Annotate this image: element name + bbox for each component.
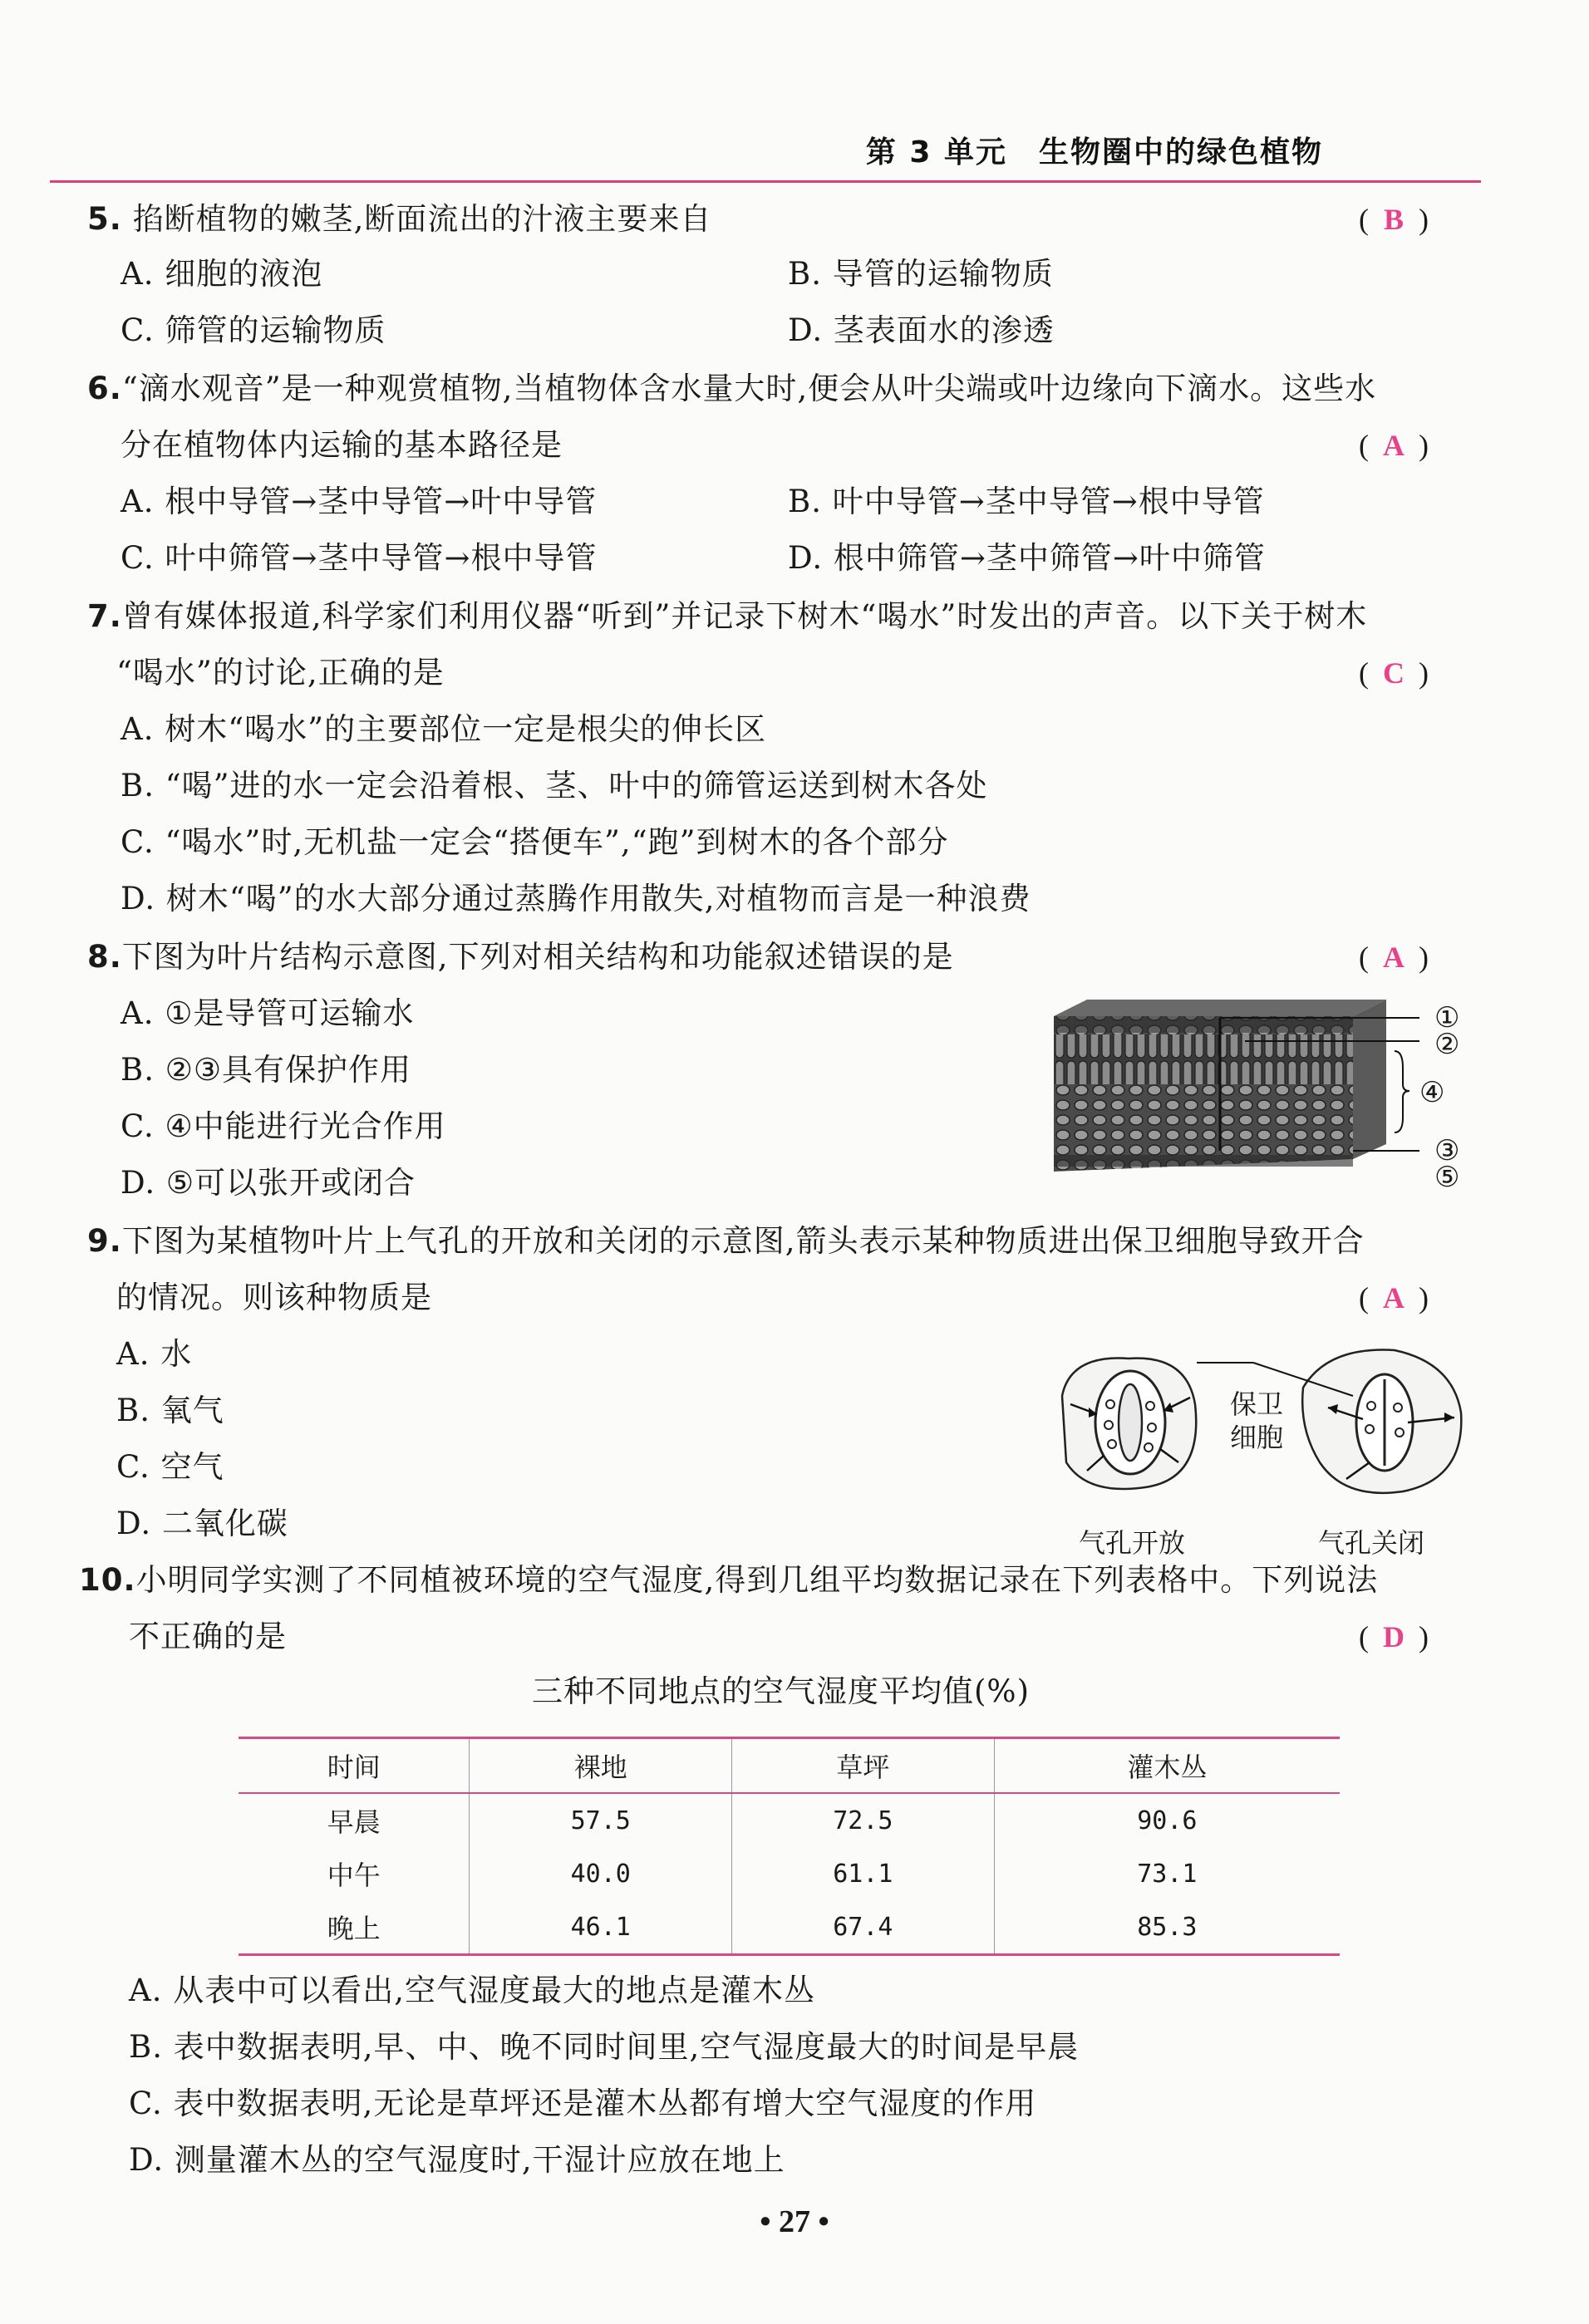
q6-option-b: B. 叶中导管→茎中导管→根中导管 bbox=[788, 484, 1265, 519]
q10-answer: ( D ) bbox=[1359, 1617, 1429, 1657]
q9-stem-line1: 9.下图为某植物叶片上气孔的开放和关闭的示意图,箭头表示某种物质进出保卫细胞导致开合 bbox=[87, 1223, 1365, 1259]
q8-stem: 8.下图为叶片结构示意图,下列对相关结构和功能叙述错误的是 bbox=[87, 939, 954, 975]
row-label: 晚上 bbox=[239, 1900, 470, 1955]
q7-stem-line2: “喝水”的讨论,正确的是 bbox=[116, 655, 445, 690]
page-header bbox=[50, 120, 1481, 183]
closed-stoma-drawing bbox=[1253, 1350, 1461, 1493]
q7-number: 7. bbox=[87, 598, 122, 634]
guard-cell-label-line1: 保卫 bbox=[1230, 1388, 1284, 1420]
q6-option-c: C. 叶中筛管→茎中导管→根中导管 bbox=[121, 540, 598, 576]
header-time: 时间 bbox=[239, 1738, 470, 1794]
row-label: 早晨 bbox=[327, 1806, 381, 1838]
q7-option-c: C. “喝水”时,无机盐一定会“搭便车”,“跑”到树木的各个部分 bbox=[121, 824, 949, 860]
header-rule bbox=[50, 180, 1481, 183]
humidity-table bbox=[239, 1737, 1340, 1956]
q7-answer: ( C ) bbox=[1359, 653, 1429, 693]
q8-option-d: D. ⑤可以张开或闭合 bbox=[121, 1165, 416, 1201]
q5-answer-letter: B bbox=[1383, 203, 1404, 236]
cell-value: 90.6 bbox=[994, 1793, 1340, 1847]
label-1: ① bbox=[1434, 1001, 1460, 1034]
q10-option-b: B. 表中数据表明,早、中、晚不同时间里,空气湿度最大的时间是早晨 bbox=[129, 2029, 1080, 2065]
q5-answer: ( B ) bbox=[1359, 199, 1429, 239]
label-4: ④ bbox=[1419, 1076, 1445, 1109]
table-row bbox=[239, 1847, 1340, 1900]
q10-option-c: C. 表中数据表明,无论是草坪还是灌木丛都有增大空气湿度的作用 bbox=[129, 2086, 1037, 2121]
q5-number: 5. bbox=[87, 201, 122, 237]
cell-value: 67.4 bbox=[732, 1900, 995, 1955]
q7-stem-line1: 7.曾有媒体报道,科学家们利用仪器“听到”并记录下树木“喝水”时发出的声音。以下关于树木 bbox=[87, 598, 1368, 634]
q6-option-d: D. 根中筛管→茎中筛管→叶中筛管 bbox=[788, 540, 1266, 576]
table-row bbox=[239, 1900, 1340, 1955]
q8-option-c: C. ④中能进行光合作用 bbox=[121, 1108, 446, 1144]
q9-stem-line2: 的情况。则该种物质是 bbox=[116, 1280, 432, 1315]
q10-option-d: D. 测量灌木丛的空气湿度时,干湿计应放在地上 bbox=[129, 2142, 785, 2178]
q9-option-c: C. 空气 bbox=[116, 1449, 224, 1485]
q10-option-a: A. 从表中可以看出,空气湿度最大的地点是灌木丛 bbox=[129, 1973, 816, 2008]
q5-stem-text: 掐断植物的嫩茎,断面流出的汁液主要来自 bbox=[132, 201, 712, 237]
q5-option-b: B. 导管的运输物质 bbox=[788, 256, 1054, 292]
q10-stem-line1: 10.小明同学实测了不同植被环境的空气湿度,得到几组平均数据记录在下列表格中。下列说法 bbox=[79, 1562, 1379, 1598]
q6-answer: ( A ) bbox=[1359, 425, 1429, 465]
label-2: ② bbox=[1434, 1028, 1460, 1061]
q9-answer: ( A ) bbox=[1359, 1278, 1429, 1318]
unit-title: 第 3 单元 生物圈中的绿色植物 bbox=[865, 135, 1323, 170]
q7-option-b: B. “喝”进的水一定会沿着根、茎、叶中的筛管运送到树木各处 bbox=[121, 768, 988, 803]
label-3: ③ bbox=[1434, 1134, 1460, 1167]
open-stoma-drawing bbox=[1062, 1359, 1253, 1489]
stomata-figure bbox=[1054, 1346, 1469, 1562]
q6-answer-letter: A bbox=[1383, 429, 1405, 462]
q6-stem-line2: 分在植物体内运输的基本路径是 bbox=[121, 427, 563, 463]
header-lawn: 草坪 bbox=[732, 1738, 995, 1794]
q10-number: 10. bbox=[79, 1562, 136, 1598]
q6-stem-line1: 6.“滴水观音”是一种观赏植物,当植物体含水量大时,便会从叶尖端或叶边缘向下滴水。这些水 bbox=[87, 371, 1377, 406]
q5-option-c: C. 筛管的运输物质 bbox=[121, 312, 386, 348]
q7-option-a: A. 树木“喝水”的主要部位一定是根尖的伸长区 bbox=[121, 711, 767, 747]
cell-value: 40.0 bbox=[470, 1847, 732, 1900]
q9-option-d: D. 二氧化碳 bbox=[116, 1506, 288, 1541]
q8-option-b: B. ②③具有保护作用 bbox=[121, 1052, 412, 1088]
q9-option-b: B. 氧气 bbox=[116, 1393, 224, 1428]
q7-answer-letter: C bbox=[1383, 656, 1405, 690]
header-shrubs: 灌木丛 bbox=[994, 1738, 1340, 1794]
table-title: 三种不同地点的空气湿度平均值(%) bbox=[532, 1673, 1031, 1709]
q5-stem bbox=[87, 199, 711, 239]
leaf-cross-section-illustration bbox=[1054, 993, 1469, 1196]
q9-answer-letter: A bbox=[1383, 1281, 1405, 1314]
page-number: • 27 • bbox=[760, 2204, 829, 2239]
q6-number: 6. bbox=[87, 371, 122, 406]
stoma-open-label: 气孔开放 bbox=[1079, 1527, 1186, 1559]
q9-number: 9. bbox=[87, 1223, 122, 1259]
cell-value: 46.1 bbox=[470, 1900, 732, 1955]
cell-value: 61.1 bbox=[732, 1847, 995, 1900]
table-header-row bbox=[239, 1738, 1340, 1794]
header-bare-land: 裸地 bbox=[470, 1738, 732, 1794]
q5-option-a: A. 细胞的液泡 bbox=[121, 256, 323, 292]
q6-option-a: A. 根中导管→茎中导管→叶中导管 bbox=[121, 484, 598, 519]
q8-number: 8. bbox=[87, 939, 122, 975]
q8-answer: ( A ) bbox=[1359, 937, 1429, 977]
cell-value: 85.3 bbox=[994, 1900, 1340, 1955]
table-row bbox=[239, 1793, 1340, 1847]
cell-value: 57.5 bbox=[470, 1793, 732, 1847]
q7-option-d: D. 树木“喝”的水大部分通过蒸腾作用散失,对植物而言是一种浪费 bbox=[121, 881, 1031, 916]
q8-answer-letter: A bbox=[1383, 941, 1405, 974]
q8-option-a: A. ①是导管可运输水 bbox=[121, 995, 415, 1031]
cell-value: 72.5 bbox=[732, 1793, 995, 1847]
q9-option-a: A. 水 bbox=[116, 1336, 193, 1372]
cell-value: 73.1 bbox=[994, 1847, 1340, 1900]
stoma-closed-label: 气孔关闭 bbox=[1318, 1527, 1425, 1559]
leaf-structure-figure bbox=[1054, 993, 1469, 1196]
q10-stem-line2: 不正确的是 bbox=[129, 1619, 287, 1654]
label-5: ⑤ bbox=[1434, 1161, 1460, 1194]
q5-option-d: D. 茎表面水的渗透 bbox=[788, 312, 1055, 348]
q10-answer-letter: D bbox=[1383, 1620, 1405, 1653]
guard-cell-label-line2: 细胞 bbox=[1230, 1422, 1284, 1453]
row-label: 中午 bbox=[327, 1860, 381, 1891]
